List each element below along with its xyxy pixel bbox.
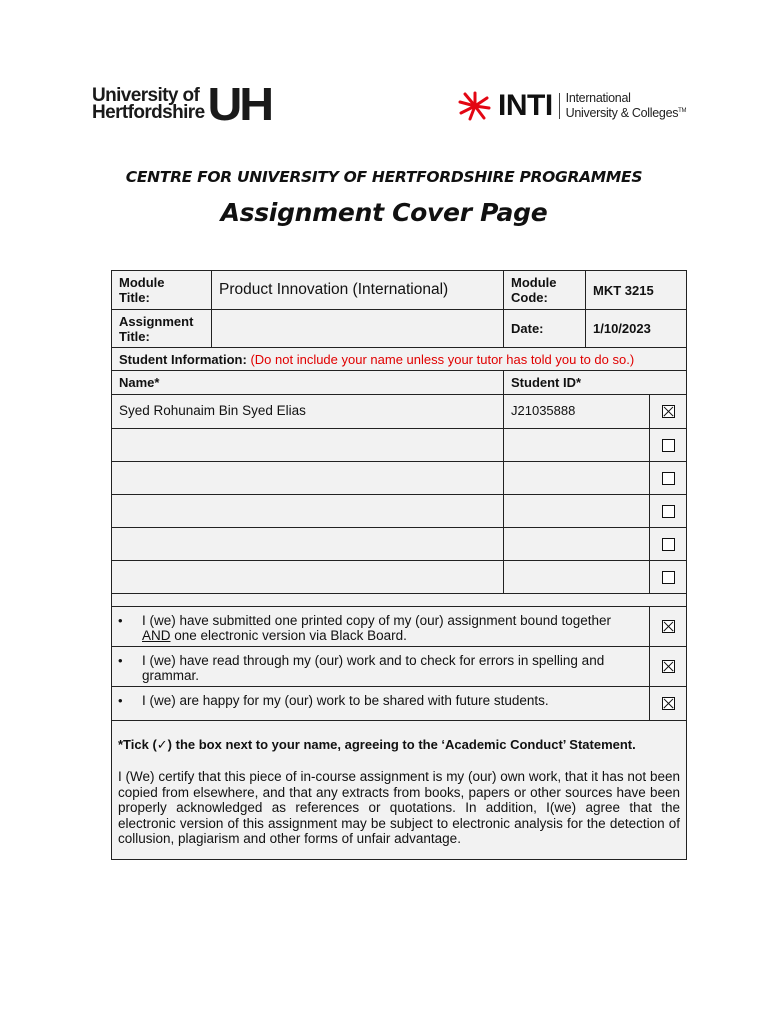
assignment-row — [112, 310, 686, 348]
student-conduct-checkbox[interactable] — [662, 405, 675, 418]
student-name-field[interactable] — [112, 561, 504, 593]
student-header-row — [112, 371, 686, 395]
student-checkbox-cell — [650, 429, 686, 461]
declaration-row — [112, 607, 686, 647]
student-id-column-header: Student ID* — [511, 375, 582, 390]
student-row — [112, 528, 686, 561]
spacer-cell — [112, 594, 686, 606]
student-conduct-checkbox[interactable] — [662, 505, 675, 518]
bullet: • — [118, 693, 123, 708]
student-id-field[interactable] — [504, 561, 650, 593]
declaration-checkbox-cell — [650, 607, 686, 646]
student-id-field[interactable]: J21035888 — [504, 395, 650, 428]
inti-star-icon — [458, 91, 492, 121]
statement-heading: *Tick (✓) the box next to your name, agreeing to the ‘Academic Conduct’ Statement. — [118, 737, 636, 752]
inti-logo-tm: TM — [678, 107, 687, 114]
student-name-field[interactable] — [112, 462, 504, 494]
student-id-field[interactable] — [504, 495, 650, 527]
name-column-header: Name* — [112, 371, 504, 394]
statement-row — [112, 721, 686, 859]
student-name-field[interactable]: Syed Rohunaim Bin Syed Elias — [112, 395, 504, 428]
student-name-field[interactable] — [112, 528, 504, 560]
student-row — [112, 561, 686, 594]
declaration-text — [112, 607, 650, 646]
student-row — [112, 395, 686, 429]
student-info-label: Student Information: (Do not include your name unless your tutor has told you to do so.) — [119, 351, 635, 367]
bullet: • — [118, 613, 123, 628]
assignment-title-label: Assignment Title: — [112, 310, 212, 347]
student-id-field[interactable] — [504, 462, 650, 494]
module-row — [112, 271, 686, 310]
statement-body: I (We) certify that this piece of in-course assignment is my (our) own work, that it has not been copied from elsewhere, and that any extracts from books, papers or other sources have been properly acknowledged as references or quotations. In addition, I(we) agree that the electronic version of this assignment may be subject to electronic analysis for the detection of collusion, plagiarism and other forms of unfair advantage. — [118, 769, 680, 846]
declaration-text — [112, 647, 650, 686]
student-checkbox-cell — [650, 561, 686, 593]
module-title-label: Module Title: — [112, 271, 212, 309]
declaration-checkbox[interactable] — [662, 660, 675, 673]
date-label: Date: — [504, 310, 586, 347]
inti-logo-subtitle — [566, 92, 687, 120]
inti-logo-divider — [559, 93, 560, 119]
inti-logo — [458, 90, 686, 122]
inti-logo-word: INTI — [498, 89, 553, 122]
declaration-row — [112, 687, 686, 721]
declaration-text — [112, 687, 650, 720]
uh-logo-line2: Hertfordshire — [92, 102, 205, 123]
module-title-field[interactable]: Product Innovation (International) — [212, 271, 504, 309]
centre-heading: CENTRE FOR UNIVERSITY OF HERTFORDSHIRE PROGRAMMES — [125, 168, 643, 186]
declaration-line: I (we) have read through my (our) work and to check for errors in spelling and grammar. — [142, 653, 605, 683]
declaration-checkbox[interactable] — [662, 620, 675, 633]
bullet: • — [118, 653, 123, 668]
student-id-field[interactable] — [504, 429, 650, 461]
student-info-note: (Do not include your name unless your tutor has told you to do so.) — [250, 351, 635, 367]
student-name-field[interactable] — [112, 495, 504, 527]
student-conduct-checkbox[interactable] — [662, 571, 675, 584]
academic-conduct-statement — [112, 721, 686, 859]
declaration-checkbox[interactable] — [662, 697, 675, 710]
uh-logo-words — [92, 87, 205, 121]
uh-logo-line1: University of — [92, 85, 200, 106]
declaration-line: I (we) have submitted one printed copy of my (our) assignment bound together AND one electronic version via Black Board. — [142, 613, 611, 643]
page-title: Assignment Cover Page — [220, 198, 548, 227]
declaration-row — [112, 647, 686, 687]
inti-logo-line1: International — [565, 90, 631, 105]
student-checkbox-cell — [650, 528, 686, 560]
student-row — [112, 495, 686, 528]
student-row — [112, 429, 686, 462]
declaration-checkbox-cell — [650, 647, 686, 686]
student-checkbox-cell — [650, 462, 686, 494]
student-checkbox-cell — [650, 395, 686, 428]
spacer-row — [112, 594, 686, 607]
student-row — [112, 462, 686, 495]
declaration-checkbox-cell — [650, 687, 686, 720]
student-conduct-checkbox[interactable] — [662, 439, 675, 452]
student-name-field[interactable] — [112, 429, 504, 461]
university-of-hertfordshire-logo — [92, 78, 271, 130]
declaration-line: I (we) are happy for my (our) work to be shared with future students. — [142, 693, 549, 708]
cover-form — [111, 270, 687, 860]
module-code-label: Module Code: — [504, 271, 586, 309]
student-conduct-checkbox[interactable] — [662, 538, 675, 551]
inti-logo-line2: University & Colleges — [565, 106, 679, 121]
date-field[interactable]: 1/10/2023 — [593, 321, 651, 336]
assignment-title-field[interactable] — [212, 310, 504, 347]
module-code-field[interactable]: MKT 3215 — [593, 282, 654, 298]
student-info-row — [112, 348, 686, 371]
uh-logo-mark: UH — [207, 78, 271, 130]
student-checkbox-cell — [650, 495, 686, 527]
student-id-field[interactable] — [504, 528, 650, 560]
student-conduct-checkbox[interactable] — [662, 472, 675, 485]
